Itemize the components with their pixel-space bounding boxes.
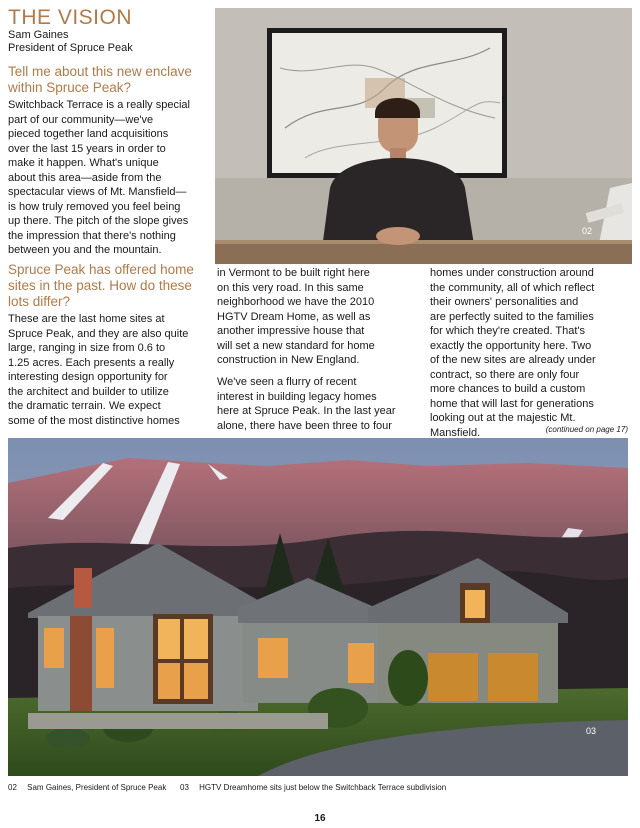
question-1-line: within Spruce Peak? <box>8 80 132 95</box>
answer-line: construction in New England. <box>217 354 360 366</box>
answer-line: up there. The pitch of the slope gives <box>8 215 189 227</box>
answer-line: homes under construction around <box>430 267 594 279</box>
page-number: 16 <box>314 813 326 824</box>
portrait-illustration <box>215 8 632 264</box>
photo-number: 03 <box>586 726 597 736</box>
answer-line: interest in building legacy homes <box>217 390 377 403</box>
caption-1 <box>8 783 166 792</box>
house-illustration <box>8 438 628 776</box>
answer-line: are perfectly suited to the families <box>430 310 594 323</box>
house-photo <box>8 438 628 776</box>
answer-line: the dramatic terrain. We expect <box>8 400 161 412</box>
answer-line: between you and the mountain. <box>8 244 162 256</box>
answer-line: will set a new standard for home <box>217 339 375 352</box>
section-kicker: THE VISION <box>8 6 133 29</box>
caption-text: HGTV Dreamhome sits just below the Switchback Terrace subdivision <box>199 783 447 792</box>
answer-line: of the new sites are already under <box>430 354 596 366</box>
caption-text: Sam Gaines, President of Spruce Peak <box>27 783 167 792</box>
caption-number: 02 <box>8 783 17 792</box>
answer-line: large, ranging in size from 0.6 to <box>8 342 166 354</box>
answer-line: for which they're created. That's <box>430 325 586 337</box>
answer-line: 1.25 acres. Each presents a really <box>8 356 175 369</box>
answer-line: more chances to build a custom <box>430 383 586 395</box>
answer-line: looking out at the majestic Mt. <box>430 412 576 424</box>
answer-line: the community, all of which reflect <box>430 281 595 294</box>
answer-line: pieced together land acquisitions <box>8 128 169 140</box>
question-1 <box>8 64 192 96</box>
answer-line: their owners' personalities and <box>430 296 579 308</box>
answer-1 <box>8 98 190 258</box>
question-1-line: Tell me about this new enclave <box>8 64 192 79</box>
byline-name: Sam Gaines <box>8 29 69 41</box>
answer-line: here at Spruce Peak. In the last year <box>217 405 396 417</box>
answer-line: We've seen a flurry of recent <box>217 376 357 388</box>
portrait-photo <box>215 8 632 264</box>
answer-line: neighborhood we have the 2010 <box>217 296 375 308</box>
answer-2-col-1 <box>8 312 188 428</box>
answer-line: Spruce Peak, and they are also quite <box>8 327 189 340</box>
answer-2-col-2-para-2 <box>217 375 396 433</box>
answer-line: contract, so there are only four <box>430 368 580 381</box>
byline-role: President of Spruce Peak <box>8 42 133 54</box>
answer-2-col-3 <box>430 266 596 440</box>
answer-line: the impression that there's nothing <box>8 229 176 242</box>
answer-line: the architect and builder to utilize <box>8 385 169 398</box>
caption-number: 03 <box>180 783 189 792</box>
answer-line: interesting design opportunity for <box>8 371 168 383</box>
answer-line: home that will last for generations <box>430 397 594 410</box>
answer-line: alone, there have been three to four <box>217 419 392 432</box>
answer-line: Mansfield. <box>430 426 481 439</box>
answer-line: some of the most distinctive homes <box>8 414 180 427</box>
answer-line: exactly the opportunity here. Two <box>430 339 592 352</box>
answer-line: another impressive house that <box>217 325 365 337</box>
continued-note: (continued on page 17) <box>545 425 628 434</box>
answer-2-col-2 <box>217 266 375 368</box>
photo-number: 02 <box>582 226 593 236</box>
answer-line: on this very road. In this same <box>217 281 364 294</box>
answer-line: part of our community—we've <box>8 113 154 126</box>
question-2-line: sites in the past. How do these <box>8 278 192 293</box>
answer-line: about this area—aside from the <box>8 171 162 184</box>
answer-line: Switchback Terrace is a really special <box>8 99 190 111</box>
question-2-line: Spruce Peak has offered home <box>8 262 194 277</box>
question-2 <box>8 262 194 310</box>
answer-line: make it happen. What's unique <box>8 157 159 169</box>
answer-line: These are the last home sites at <box>8 313 165 325</box>
caption-2 <box>180 783 446 792</box>
answer-line: HGTV Dream Home, as well as <box>217 310 371 323</box>
answer-line: is how truly removed you feel being <box>8 200 181 213</box>
answer-line: in Vermont to be built right here <box>217 267 370 279</box>
answer-line: over the last 15 years in order to <box>8 142 166 155</box>
question-2-line: lots differ? <box>8 294 71 309</box>
byline <box>8 29 133 55</box>
answer-line: spectacular views of Mt. Mansfield— <box>8 186 187 198</box>
